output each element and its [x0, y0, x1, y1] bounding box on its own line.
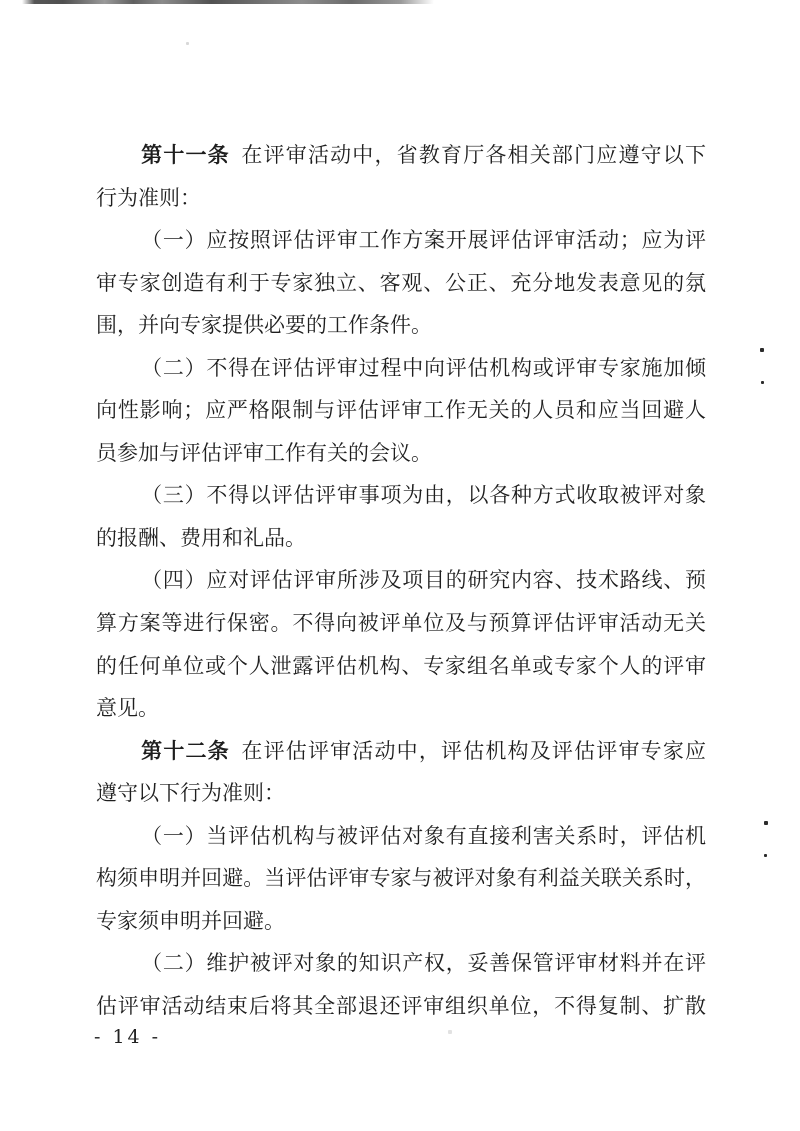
- paragraph: [96, 815, 706, 943]
- ink-speck-artifact: [761, 381, 764, 384]
- text-line: 估评审活动结束后将其全部退还评审组织单位，不得复制、扩散: [96, 993, 706, 1018]
- text-line: 向性影响；应严格限制与评估评审工作无关的人员和应当回避人: [96, 398, 706, 423]
- paragraph: [96, 559, 706, 729]
- text-line: 的任何单位或个人泄露评估机构、专家组名单或专家个人的评审: [96, 653, 706, 678]
- paragraph: [96, 942, 706, 1027]
- scan-artifact-strip: [22, 0, 434, 4]
- text-line: 专家须申明并回避。: [96, 908, 285, 933]
- paragraph: [96, 219, 706, 347]
- text-line: 算方案等进行保密。不得向被评单位及与预算评估评审活动无关: [96, 611, 706, 636]
- paragraph: [96, 730, 706, 815]
- text-line: 审专家创造有利于专家独立、客观、公正、充分地发表意见的氛: [96, 270, 706, 295]
- text-line: 的报酬、费用和礼品。: [96, 525, 306, 550]
- ink-speck-artifact: [764, 854, 767, 857]
- text-line: （一）当评估机构与被评估对象有直接利害关系时，评估机: [141, 823, 706, 848]
- text-line: 意见。: [96, 696, 159, 721]
- page-number: - 14 -: [94, 1026, 162, 1048]
- text-line: （一）应按照评估评审工作方案开展评估评审活动；应为评: [141, 228, 706, 253]
- text-line: 第十二条 在评估评审活动中，评估机构及评估评审专家应: [141, 738, 706, 763]
- text-line: 员参加与评估评审工作有关的会议。: [96, 440, 432, 465]
- text-line: （二）不得在评估评审过程中向评估机构或评审专家施加倾: [141, 355, 706, 380]
- ink-speck-artifact: [186, 42, 189, 45]
- ink-speck-artifact: [764, 821, 768, 825]
- article-number: 第十一条: [141, 143, 230, 167]
- ink-speck-artifact: [448, 1030, 452, 1034]
- paragraph: [96, 134, 706, 219]
- ink-speck-artifact: [760, 348, 764, 352]
- document-body: [96, 134, 706, 1027]
- paragraph: [96, 347, 706, 475]
- text-line: 围，并向专家提供必要的工作条件。: [96, 313, 432, 338]
- text-line: 行为准则：: [96, 185, 201, 210]
- text-line: 第十一条 在评审活动中，省教育厅各相关部门应遵守以下: [141, 143, 706, 167]
- text-line: 遵守以下行为准则：: [96, 781, 285, 806]
- text-line: 构须申明并回避。当评估评审专家与被评对象有利益关联关系时，: [96, 866, 706, 891]
- text-line: （四）应对评估评审所涉及项目的研究内容、技术路线、预: [141, 568, 706, 593]
- text-line: （二）维护被评对象的知识产权，妥善保管评审材料并在评: [141, 951, 706, 976]
- text-line: （三）不得以评估评审事项为由，以各种方式收取被评对象: [141, 483, 706, 508]
- paragraph: [96, 474, 706, 559]
- article-number: 第十二条: [141, 738, 230, 763]
